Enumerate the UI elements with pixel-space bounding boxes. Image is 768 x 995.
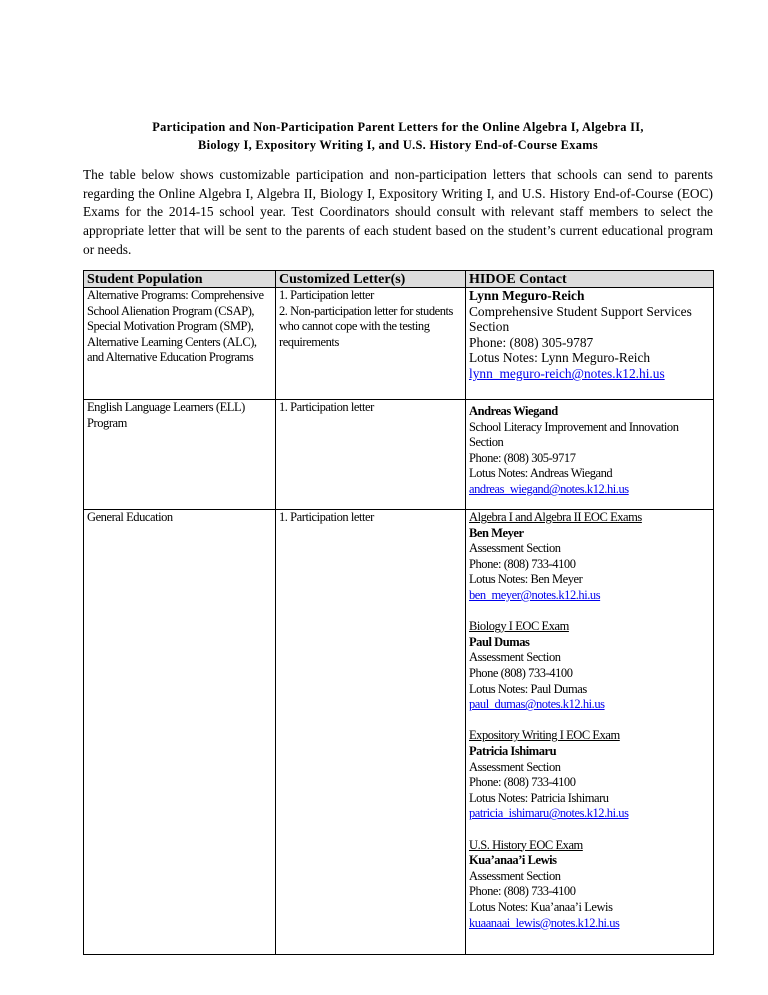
contact-name: Ben Meyer <box>469 525 524 540</box>
contact-block <box>469 604 710 713</box>
contact-section: Assessment Section <box>469 541 561 556</box>
contact-lotus-notes: Lotus Notes: Kua’anaa’i Lewis <box>469 899 613 914</box>
contact-phone: Phone: (808) 733-4100 <box>469 884 576 899</box>
exam-heading: U.S. History EOC Exam <box>469 837 583 852</box>
student-population-cell: English Language Learners (ELL) Program <box>84 400 276 510</box>
contact-lotus-notes: Lotus Notes: Ben Meyer <box>469 572 583 587</box>
hidoe-contact-cell <box>466 288 714 400</box>
contact-email-link[interactable]: paul_dumas@notes.k12.hi.us <box>469 697 605 712</box>
title-line: Participation and Non-Participation Parent Letters for the Online Algebra I, Algebra II, <box>152 120 644 134</box>
spacer <box>469 822 710 838</box>
customized-letters-cell <box>276 510 466 955</box>
contact-phone: Phone: (808) 733-4100 <box>469 556 576 571</box>
contact-email-link[interactable]: lynn_meguro-reich@notes.k12.hi.us <box>469 366 665 382</box>
contact-section: Assessment Section <box>469 759 561 774</box>
exam-heading: Algebra I and Algebra II EOC Exams <box>469 510 642 525</box>
exam-heading: Biology I EOC Exam <box>469 619 569 634</box>
header-hidoe-contact: HIDOE Contact <box>466 270 714 288</box>
contact-lotus-notes: Lotus Notes: Lynn Meguro-Reich <box>469 350 651 366</box>
table-body <box>84 288 714 955</box>
contact-block <box>469 510 710 604</box>
customized-letters-cell <box>276 288 466 400</box>
contact-name: Andreas Wiegand <box>469 404 558 419</box>
header-student-population: Student Population <box>84 270 276 288</box>
contact-section: School Literacy Improvement and Innovation Section <box>469 419 679 450</box>
title-line: Biology I, Expository Writing I, and U.S. History End-of-Course Exams <box>198 138 598 152</box>
letter-item: 1. Participation letter <box>279 400 374 415</box>
student-population-cell: General Education <box>84 510 276 955</box>
contact-section: Comprehensive Student Support Services Section <box>469 303 692 335</box>
intro-paragraph: The table below shows customizable participation and non-participation letters that schools can send to parents regarding the Online Algebra I, Algebra II, Biology I, Expository Writing I, and U.S. History End-of-Course (EOC) Exams for the 2014-15 school year. Test Coordinators should consult with relevant staff members to select the appropriate letter that will be sent to the parents of each student based on the student’s current educational program or needs. <box>83 167 713 257</box>
header-customized-letters: Customized Letter(s) <box>276 270 466 288</box>
contact-lotus-notes: Lotus Notes: Andreas Wiegand <box>469 466 613 481</box>
document-title <box>83 118 713 154</box>
spacer <box>469 604 710 620</box>
contact-email-link[interactable]: kuaanaai_lewis@notes.k12.hi.us <box>469 915 620 930</box>
exam-heading: Expository Writing I EOC Exam <box>469 728 620 743</box>
letter-item: 2. Non-participation letter for students who cannot cope with the testing requirements <box>279 303 453 349</box>
letters-table <box>83 270 714 956</box>
contact-name: Kua’anaa’i Lewis <box>469 853 557 868</box>
table-header-row <box>84 270 714 288</box>
contact-email-link[interactable]: patricia_ishimaru@notes.k12.hi.us <box>469 806 629 821</box>
contact-name: Patricia Ishimaru <box>469 744 557 759</box>
contact-block <box>469 713 710 822</box>
hidoe-contact-cell <box>466 510 714 955</box>
contact-lotus-notes: Lotus Notes: Paul Dumas <box>469 681 587 696</box>
contact-name: Paul Dumas <box>469 634 530 649</box>
spacer <box>469 713 710 729</box>
contact-block <box>469 404 710 498</box>
letter-item: 1. Participation letter <box>279 288 374 303</box>
contact-lotus-notes: Lotus Notes: Patricia Ishimaru <box>469 790 609 805</box>
customized-letters-cell <box>276 400 466 510</box>
contact-block <box>469 822 710 931</box>
table-row <box>84 510 714 955</box>
contact-name: Lynn Meguro-Reich <box>469 288 585 304</box>
contact-phone: Phone: (808) 733-4100 <box>469 775 576 790</box>
table-row <box>84 400 714 510</box>
hidoe-contact-cell <box>466 400 714 510</box>
contact-phone: Phone (808) 733-4100 <box>469 666 573 681</box>
contact-phone: Phone: (808) 305-9717 <box>469 450 576 465</box>
contact-phone: Phone: (808) 305-9787 <box>469 334 594 350</box>
contact-section: Assessment Section <box>469 868 561 883</box>
contact-email-link[interactable]: ben_meyer@notes.k12.hi.us <box>469 588 601 603</box>
table-row <box>84 288 714 400</box>
contact-email-link[interactable]: andreas_wiegand@notes.k12.hi.us <box>469 482 629 497</box>
contact-block <box>469 288 710 382</box>
contact-section: Assessment Section <box>469 650 561 665</box>
letter-item: 1. Participation letter <box>279 510 374 525</box>
student-population-cell: Alternative Programs: Comprehensive School Alienation Program (CSAP), Special Motivation Program (SMP), Alternative Learning Centers (ALC), and Alternative Education Programs <box>84 288 276 400</box>
